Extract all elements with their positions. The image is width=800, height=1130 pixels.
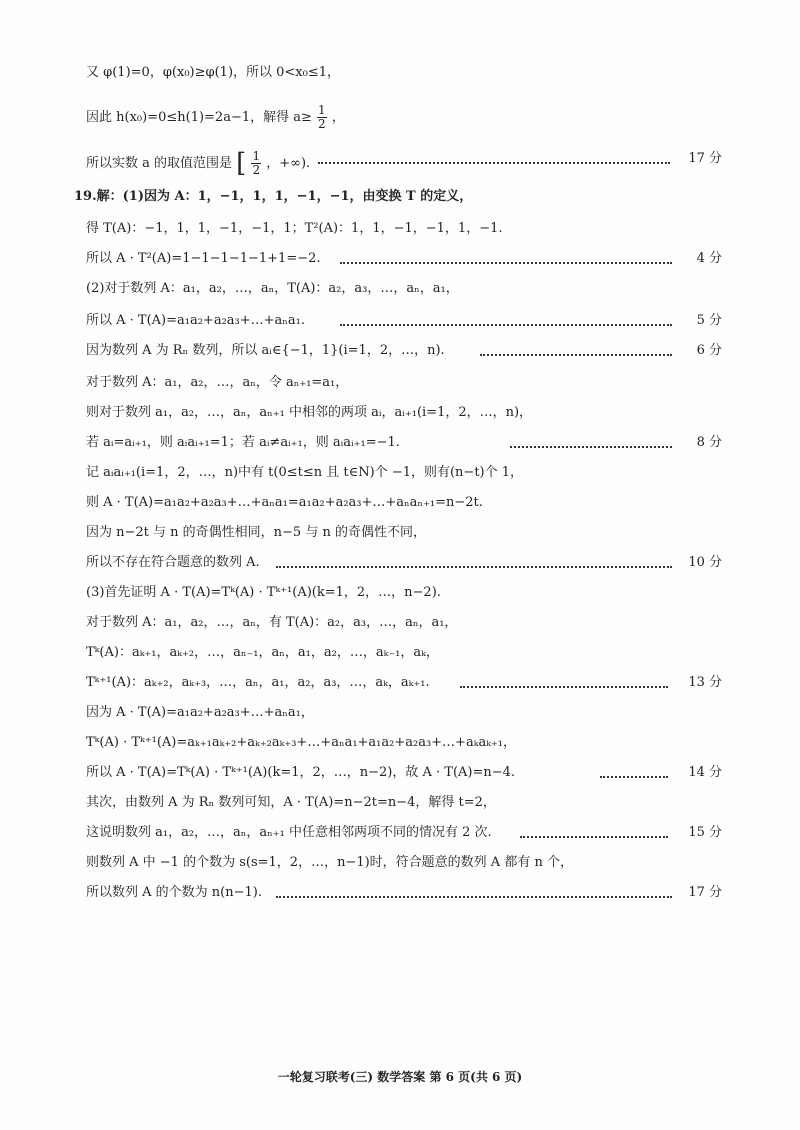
text: 则对于数列 a₁，a₂，…，aₙ，aₙ₊₁ 中相邻的两项 aᵢ，aᵢ₊₁(i=1，2，…，n)，: [86, 405, 533, 420]
score-label: 6 分: [696, 343, 722, 358]
text: 所以数列 A 的个数为 n(n−1).: [86, 885, 262, 900]
text: 又 φ(1)=0，φ(x₀)≥φ(1)，所以 0<x₀≤1，: [86, 65, 341, 80]
score-label: 8 分: [696, 435, 722, 450]
text: Tᵏ(A)：aₖ₊₁，aₖ₊₂，…，aₙ₋₁，aₙ，a₁，a₂，…，aₖ₋₁，aₖ，: [86, 645, 439, 660]
text-group: [86, 150, 310, 177]
dotted-leader: [340, 260, 672, 264]
text: 所以 A · T(A)=a₁a₂+a₂a₃+…+aₙa₁.: [86, 313, 306, 328]
text: Tᵏ(A) · Tᵏ⁺¹(A)=aₖ₊₁aₖ₊₂+aₖ₊₂aₖ₊₃+…+aₙa₁+a₁a₂+a₂a₃+…+aₖaₖ₊₁，: [86, 735, 517, 750]
score-label: 5 分: [696, 313, 722, 328]
text: ，+∞).: [266, 156, 311, 171]
text: 则数列 A 中 −1 的个数为 s(s=1，2，…，n−1)时，符合题意的数列 A 都有 n 个，: [86, 855, 573, 870]
text: 因为数列 A 为 Rₙ 数列，所以 aᵢ∈{−1，1}(i=1，2，…，n).: [86, 343, 445, 358]
numerator: 1: [318, 103, 326, 117]
score-label: 15 分: [688, 825, 722, 840]
text: 所以 A · T(A)=Tᵏ(A) · Tᵏ⁺¹(A)(k=1，2，…，n−2)，故 A · T(A)=n−4.: [86, 765, 516, 780]
numerator: 1: [252, 149, 261, 163]
text: 因为 n−2t 与 n 的奇偶性相同，n−5 与 n 的奇偶性不同，: [86, 525, 426, 540]
text: 其次，由数列 A 为 Rₙ 数列可知，A · T(A)=n−2t=n−4，解得 t=2，: [86, 795, 496, 810]
dotted-leader: [600, 774, 668, 778]
text: (2)对于数列 A：a₁，a₂，…，aₙ，T(A)：a₂，a₃，…，aₙ，a₁，: [86, 281, 459, 296]
text: 19.解：(1)因为 A：1，−1，1，1，−1，−1，由变换 T 的定义，: [74, 189, 473, 204]
score-label: 17 分: [688, 151, 722, 166]
dotted-leader: [480, 352, 672, 356]
fraction: [251, 150, 261, 177]
text: ，: [331, 110, 345, 125]
page-footer: 一轮复习联考(三) 数学答案 第 6 页(共 6 页): [277, 1070, 523, 1084]
score-label: 10 分: [688, 555, 722, 570]
dotted-leader: [520, 834, 668, 838]
text: 所以 A · T²(A)=1−1−1−1−1+1=−2.: [86, 251, 321, 266]
text: 对于数列 A：a₁，a₂，…，aₙ，令 aₙ₊₁=a₁，: [86, 375, 349, 390]
text: 若 aᵢ=aᵢ₊₁，则 aᵢaᵢ₊₁=1；若 aᵢ≠aᵢ₊₁，则 aᵢaᵢ₊₁=−1.: [86, 435, 400, 450]
left-bracket: [: [236, 148, 247, 179]
score-label: 13 分: [688, 675, 722, 690]
text: 所以不存在符合题意的数列 A.: [86, 555, 260, 570]
text: 对于数列 A：a₁，a₂，…，aₙ，有 T(A)：a₂，a₃，…，aₙ，a₁，: [86, 615, 458, 630]
text: 则 A · T(A)=a₁a₂+a₂a₃+…+aₙa₁=a₁a₂+a₂a₃+…+aₙaₙ₊₁=n−2t.: [86, 495, 483, 510]
denominator: 2: [252, 163, 261, 177]
text: 所以实数 a 的取值范围是: [86, 156, 233, 171]
text: 因为 A · T(A)=a₁a₂+a₂a₃+…+aₙa₁，: [86, 705, 314, 720]
text: (3)首先证明 A · T(A)=Tᵏ(A) · Tᵏ⁺¹(A)(k=1，2，…，n−2).: [86, 585, 441, 600]
dotted-leader: [276, 564, 672, 568]
text: 得 T(A)：−1，1，1，−1，−1，1；T²(A)：1，1，−1，−1，1，−1.: [86, 221, 503, 236]
text: 这说明数列 a₁，a₂，…，aₙ，aₙ₊₁ 中任意相邻两项不同的情况有 2 次.: [86, 825, 492, 840]
score-label: 14 分: [688, 765, 722, 780]
dotted-leader: [276, 894, 672, 898]
text: 因此 h(x₀)=0≤h(1)=2a−1，解得 a≥: [86, 110, 312, 125]
dotted-leader: [318, 160, 670, 164]
score-label: 17 分: [688, 885, 722, 900]
denominator: 2: [318, 117, 326, 131]
dotted-leader: [340, 322, 672, 326]
dotted-leader: [460, 684, 668, 688]
fraction: [317, 104, 327, 131]
text: Tᵏ⁺¹(A)：aₖ₊₂，aₖ₊₃，…，aₙ，a₁，a₂，a₃，…，aₖ，aₖ₊₁.: [86, 675, 430, 690]
score-label: 4 分: [696, 251, 722, 266]
text: 记 aᵢaᵢ₊₁(i=1，2，…，n)中有 t(0≤t≤n 且 t∈N)个 −1，则有(n−t)个 1，: [86, 465, 524, 480]
dotted-leader: [510, 444, 672, 448]
text-group: [86, 104, 345, 131]
